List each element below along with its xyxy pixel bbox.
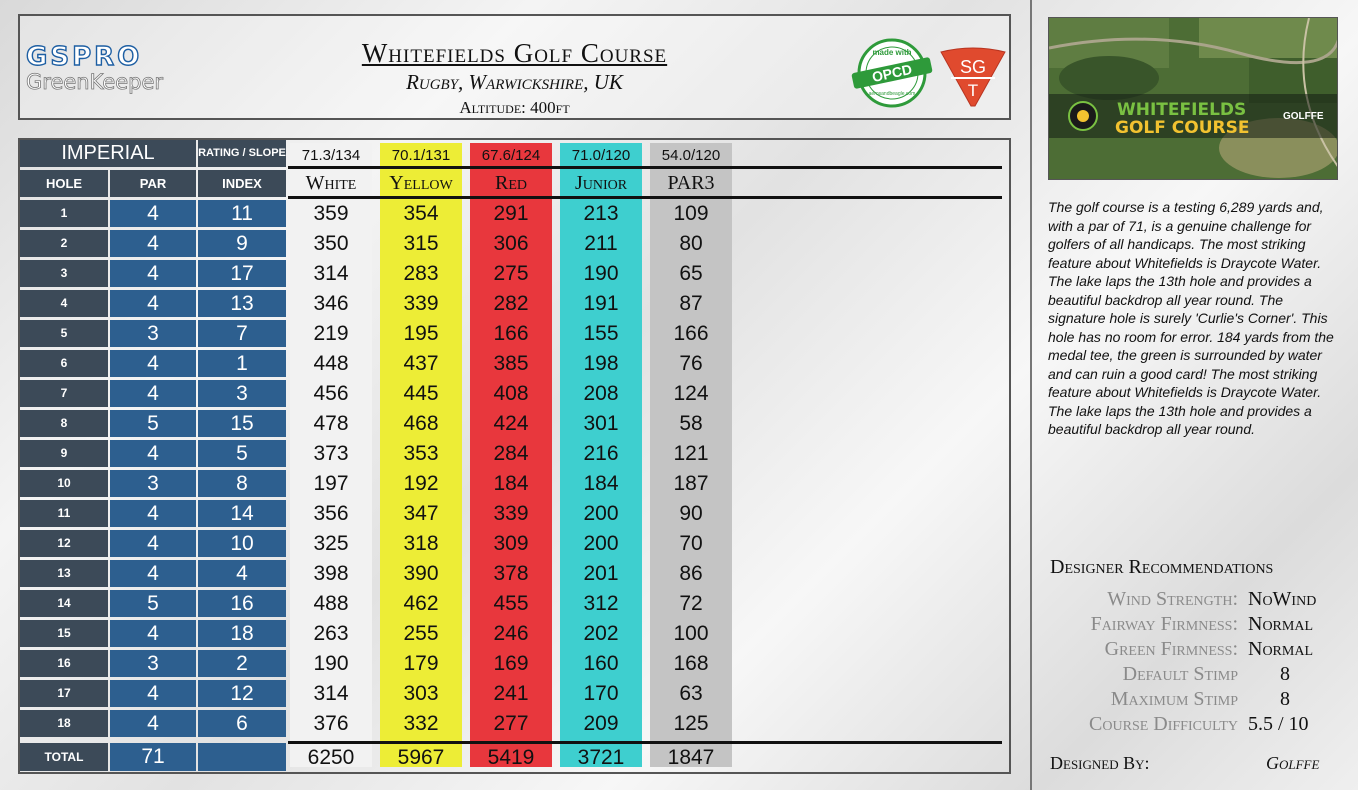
hole-number: 17 bbox=[20, 680, 108, 707]
hole-index: 13 bbox=[198, 290, 286, 317]
hole-yardage-yellow: 192 bbox=[403, 472, 439, 495]
hole-index: 10 bbox=[198, 530, 286, 557]
recommendation-row bbox=[1040, 713, 1340, 738]
tee-rating-white: 71.3/134 bbox=[301, 147, 361, 164]
hole-number: 4 bbox=[20, 290, 108, 317]
hole-yardage-junior: 216 bbox=[583, 442, 619, 465]
hole-index: 6 bbox=[198, 710, 286, 737]
hole-yardage-white: 376 bbox=[313, 712, 349, 735]
designer-recommendations-heading: Designer Recommendations bbox=[1050, 556, 1274, 578]
hole-number: 3 bbox=[20, 260, 108, 287]
hole-yardage-junior: 201 bbox=[583, 562, 619, 585]
designed-by-value: Golffe bbox=[1266, 753, 1320, 773]
course-location: Rugby, Warwickshire, UK bbox=[406, 70, 623, 94]
tee-name-white: White bbox=[305, 172, 357, 194]
hole-number: 8 bbox=[20, 410, 108, 437]
hole-par: 4 bbox=[110, 680, 196, 707]
badge-opcd-url: aerosandbeagle.com bbox=[868, 91, 916, 97]
hole-yardage-junior: 213 bbox=[583, 202, 619, 225]
hole-index: 1 bbox=[198, 350, 286, 377]
hole-number: 16 bbox=[20, 650, 108, 677]
tee-name-red: Red bbox=[494, 172, 527, 194]
recommendation-label: Maximum Stimp bbox=[1110, 688, 1238, 710]
hole-index: 14 bbox=[198, 500, 286, 527]
hole-index: 5 bbox=[198, 440, 286, 467]
recommendation-label: Course Difficulty bbox=[1089, 713, 1238, 735]
hole-par: 5 bbox=[110, 410, 196, 437]
hole-yardage-red: 455 bbox=[493, 592, 529, 615]
aerial-banner-brand: GOLFFE bbox=[1283, 111, 1324, 122]
hole-yardage-par3: 72 bbox=[679, 592, 703, 615]
hole-yardage-junior: 301 bbox=[583, 412, 619, 435]
hole-number: 15 bbox=[20, 620, 108, 647]
aerial-map-icon bbox=[1049, 18, 1338, 180]
hole-yardage-white: 314 bbox=[313, 262, 349, 285]
hole-yardage-par3: 76 bbox=[679, 352, 703, 375]
hole-yardage-red: 291 bbox=[493, 202, 529, 225]
hole-index: 9 bbox=[198, 230, 286, 257]
hole-yardage-red: 184 bbox=[493, 472, 529, 495]
hole-par: 3 bbox=[110, 650, 196, 677]
hole-yardage-junior: 191 bbox=[583, 292, 619, 315]
hole-yardage-white: 350 bbox=[313, 232, 349, 255]
hole-yardage-red: 306 bbox=[493, 232, 529, 255]
hole-yardage-junior: 211 bbox=[584, 232, 618, 255]
tee-name-yellow: Yellow bbox=[389, 172, 453, 194]
recommendation-value: 5.5 / 10 bbox=[1248, 713, 1309, 735]
hole-yardage-red: 169 bbox=[493, 652, 529, 675]
hole-yardage-par3: 168 bbox=[673, 652, 709, 675]
course-title: Whitefields Golf Course bbox=[361, 38, 668, 68]
hole-yardage-junior: 155 bbox=[583, 322, 619, 345]
hole-yardage-red: 385 bbox=[493, 352, 529, 375]
recommendation-value: Normal bbox=[1248, 638, 1314, 660]
units-label: IMPERIAL bbox=[20, 140, 196, 167]
hole-yardage-yellow: 283 bbox=[403, 262, 439, 285]
recommendation-label: Wind Strength: bbox=[1107, 588, 1238, 610]
hole-yardage-par3: 65 bbox=[679, 262, 703, 285]
recommendation-value: 8 bbox=[1280, 663, 1290, 685]
hole-yardage-red: 277 bbox=[493, 712, 529, 735]
panel-divider bbox=[1030, 0, 1032, 790]
hole-yardage-yellow: 445 bbox=[403, 382, 439, 405]
hole-par: 4 bbox=[110, 230, 196, 257]
hole-par: 4 bbox=[110, 710, 196, 737]
tee-total-red: 5419 bbox=[487, 746, 535, 769]
hole-yardage-par3: 58 bbox=[679, 412, 703, 435]
hole-index: 4 bbox=[198, 560, 286, 587]
hole-yardage-red: 282 bbox=[493, 292, 529, 315]
hole-yardage-yellow: 339 bbox=[403, 292, 439, 315]
hole-yardage-white: 314 bbox=[313, 682, 349, 705]
hole-index: 12 bbox=[198, 680, 286, 707]
course-header bbox=[18, 14, 1011, 120]
hole-yardage-red: 309 bbox=[493, 532, 529, 555]
hole-yardage-junior: 200 bbox=[583, 502, 619, 525]
hole-index: 2 bbox=[198, 650, 286, 677]
hole-par: 4 bbox=[110, 260, 196, 287]
hole-number: 10 bbox=[20, 470, 108, 497]
hole-yardage-white: 190 bbox=[313, 652, 349, 675]
badge-made-with: made with bbox=[872, 48, 912, 57]
hole-yardage-yellow: 179 bbox=[403, 652, 439, 675]
hole-par: 5 bbox=[110, 590, 196, 617]
hole-yardage-junior: 208 bbox=[583, 382, 619, 405]
hole-index: 7 bbox=[198, 320, 286, 347]
hole-yardage-par3: 125 bbox=[673, 712, 709, 735]
tee-rating-yellow: 70.1/131 bbox=[391, 147, 451, 164]
hole-yardage-yellow: 353 bbox=[403, 442, 439, 465]
hole-yardage-junior: 160 bbox=[583, 652, 619, 675]
designed-by-label: Designed By: bbox=[1050, 753, 1150, 773]
hole-par: 4 bbox=[110, 290, 196, 317]
hole-yardage-white: 398 bbox=[313, 562, 349, 585]
hole-yardage-par3: 124 bbox=[673, 382, 709, 405]
hole-index: 11 bbox=[198, 200, 286, 227]
hole-yardage-white: 488 bbox=[313, 592, 349, 615]
hole-number: 2 bbox=[20, 230, 108, 257]
hole-number: 14 bbox=[20, 590, 108, 617]
par-header: PAR bbox=[110, 170, 196, 197]
tee-rating-par3: 54.0/120 bbox=[661, 147, 721, 164]
hole-yardage-white: 448 bbox=[313, 352, 349, 375]
hole-number: 12 bbox=[20, 530, 108, 557]
hole-par: 4 bbox=[110, 440, 196, 467]
hole-yardage-junior: 184 bbox=[583, 472, 619, 495]
sgt-badge-icon bbox=[937, 46, 1009, 108]
hole-yardage-red: 246 bbox=[493, 622, 529, 645]
hole-yardage-yellow: 462 bbox=[403, 592, 439, 615]
recommendation-label: Default Stimp bbox=[1122, 663, 1238, 685]
hole-par: 4 bbox=[110, 530, 196, 557]
opcd-badge-icon bbox=[848, 38, 936, 108]
recommendation-row bbox=[1040, 588, 1340, 613]
hole-yardage-yellow: 354 bbox=[403, 202, 439, 225]
course-description: The golf course is a testing 6,289 yards and, with a par of 71, is a genuine challenge for golfers of all handicaps. The most striking feature about Whitefields is Draycote Water. The lake laps the 13th hole and provides a beautiful backdrop all year round. The signature hole is surely 'Curlie's Corner'. This hole has no room for error. 184 yards from the medal tee, the green is surrounded by water and can ruin a good card! The most striking feature about Whitefields is Draycote Water. The lake laps the 13th hole and provides a beautiful backdrop all year round. bbox=[1048, 199, 1334, 437]
hole-yardage-yellow: 195 bbox=[403, 322, 439, 345]
hole-yardage-junior: 312 bbox=[583, 592, 619, 615]
hole-number: 7 bbox=[20, 380, 108, 407]
badge-sgt-sub: T bbox=[967, 81, 979, 100]
hole-yardage-junior: 198 bbox=[583, 352, 619, 375]
hole-yardage-par3: 187 bbox=[673, 472, 709, 495]
hole-yardage-white: 478 bbox=[313, 412, 349, 435]
index-header: INDEX bbox=[198, 170, 286, 197]
hole-number: 9 bbox=[20, 440, 108, 467]
hole-yardage-red: 378 bbox=[493, 562, 529, 585]
recommendation-value: NoWind bbox=[1248, 588, 1317, 610]
hole-yardage-par3: 70 bbox=[679, 532, 703, 555]
hole-yardage-white: 325 bbox=[313, 532, 349, 555]
hole-yardage-red: 284 bbox=[493, 442, 529, 465]
recommendation-value: Normal bbox=[1248, 613, 1314, 635]
hole-index: 17 bbox=[198, 260, 286, 287]
hole-yardage-yellow: 390 bbox=[403, 562, 439, 585]
hole-yardage-junior: 200 bbox=[583, 532, 619, 555]
hole-yardage-par3: 80 bbox=[679, 232, 703, 255]
hole-par: 4 bbox=[110, 500, 196, 527]
hole-par: 3 bbox=[110, 320, 196, 347]
hole-yardage-red: 241 bbox=[493, 682, 529, 705]
hole-yardage-par3: 109 bbox=[673, 202, 709, 225]
hole-yardage-red: 166 bbox=[493, 322, 529, 345]
hole-index: 3 bbox=[198, 380, 286, 407]
recommendation-row bbox=[1040, 663, 1340, 688]
header-rule-bottom bbox=[288, 196, 1002, 199]
hole-yardage-par3: 166 bbox=[673, 322, 709, 345]
recommendation-row bbox=[1040, 688, 1340, 713]
recommendation-row bbox=[1040, 613, 1340, 638]
tee-name-junior: Junior bbox=[574, 172, 628, 194]
hole-par: 4 bbox=[110, 560, 196, 587]
hole-index: 15 bbox=[198, 410, 286, 437]
hole-par: 4 bbox=[110, 350, 196, 377]
hole-par: 4 bbox=[110, 380, 196, 407]
hole-yardage-yellow: 315 bbox=[403, 232, 439, 255]
hole-yardage-par3: 100 bbox=[673, 622, 709, 645]
index-total-blank bbox=[198, 743, 286, 771]
tee-total-par3: 1847 bbox=[667, 746, 715, 769]
hole-yardage-white: 456 bbox=[313, 382, 349, 405]
hole-yardage-white: 263 bbox=[313, 622, 349, 645]
hole-number: 1 bbox=[20, 200, 108, 227]
aerial-banner-line1: WHITEFIELDS bbox=[1117, 100, 1247, 120]
hole-yardage-white: 356 bbox=[313, 502, 349, 525]
hole-yardage-yellow: 468 bbox=[403, 412, 439, 435]
hole-index: 18 bbox=[198, 620, 286, 647]
hole-yardage-yellow: 255 bbox=[403, 622, 439, 645]
hole-yardage-red: 408 bbox=[493, 382, 529, 405]
hole-yardage-red: 339 bbox=[493, 502, 529, 525]
header-rule-top bbox=[288, 166, 1002, 169]
hole-index: 16 bbox=[198, 590, 286, 617]
hole-yardage-junior: 170 bbox=[583, 682, 619, 705]
tee-rating-red: 67.6/124 bbox=[481, 147, 541, 164]
gspro-logo-text: GSPRO bbox=[26, 42, 143, 72]
recommendation-value: 8 bbox=[1280, 688, 1290, 710]
greenkeeper-logo-text: GreenKeeper bbox=[26, 70, 164, 94]
hole-par: 3 bbox=[110, 470, 196, 497]
recommendation-label: Green Firmness: bbox=[1104, 638, 1238, 660]
hole-yardage-red: 424 bbox=[493, 412, 529, 435]
hole-yardage-yellow: 303 bbox=[403, 682, 439, 705]
hole-par: 4 bbox=[110, 200, 196, 227]
hole-header: HOLE bbox=[20, 170, 108, 197]
tee-name-par3: PAR3 bbox=[667, 172, 715, 194]
par-total: 71 bbox=[110, 743, 196, 771]
recommendation-label: Fairway Firmness: bbox=[1090, 613, 1238, 635]
hole-number: 5 bbox=[20, 320, 108, 347]
hole-yardage-junior: 190 bbox=[583, 262, 619, 285]
rating-slope-label: RATING / SLOPE bbox=[198, 140, 286, 167]
hole-number: 6 bbox=[20, 350, 108, 377]
hole-yardage-par3: 90 bbox=[679, 502, 703, 525]
tee-total-yellow: 5967 bbox=[397, 746, 445, 769]
badge-opcd: OPCD bbox=[870, 60, 914, 86]
total-label: TOTAL bbox=[20, 743, 108, 771]
hole-yardage-yellow: 437 bbox=[403, 352, 439, 375]
hole-yardage-junior: 202 bbox=[583, 622, 619, 645]
hole-yardage-white: 346 bbox=[313, 292, 349, 315]
hole-yardage-junior: 209 bbox=[583, 712, 619, 735]
hole-index: 8 bbox=[198, 470, 286, 497]
hole-yardage-white: 219 bbox=[313, 322, 349, 345]
recommendation-row bbox=[1040, 638, 1340, 663]
hole-number: 11 bbox=[20, 500, 108, 527]
hole-yardage-white: 359 bbox=[313, 202, 349, 225]
hole-yardage-par3: 86 bbox=[679, 562, 703, 585]
hole-number: 18 bbox=[20, 710, 108, 737]
hole-number: 13 bbox=[20, 560, 108, 587]
hole-yardage-white: 373 bbox=[313, 442, 349, 465]
course-altitude: Altitude: 400ft bbox=[459, 98, 570, 117]
hole-yardage-par3: 121 bbox=[673, 442, 709, 465]
hole-par: 4 bbox=[110, 620, 196, 647]
tee-rating-junior: 71.0/120 bbox=[571, 147, 631, 164]
hole-yardage-white: 197 bbox=[313, 472, 349, 495]
hole-yardage-par3: 87 bbox=[679, 292, 703, 315]
hole-yardage-yellow: 347 bbox=[403, 502, 439, 525]
course-aerial-image bbox=[1048, 17, 1338, 180]
badge-sgt: SG bbox=[959, 57, 987, 77]
hole-yardage-yellow: 332 bbox=[403, 712, 439, 735]
hole-yardage-red: 275 bbox=[493, 262, 529, 285]
aerial-banner-line2: GOLF COURSE bbox=[1115, 118, 1250, 138]
hole-yardage-par3: 63 bbox=[679, 682, 703, 705]
tee-total-white: 6250 bbox=[307, 746, 355, 769]
hole-yardage-yellow: 318 bbox=[403, 532, 439, 555]
tee-total-junior: 3721 bbox=[577, 746, 625, 769]
